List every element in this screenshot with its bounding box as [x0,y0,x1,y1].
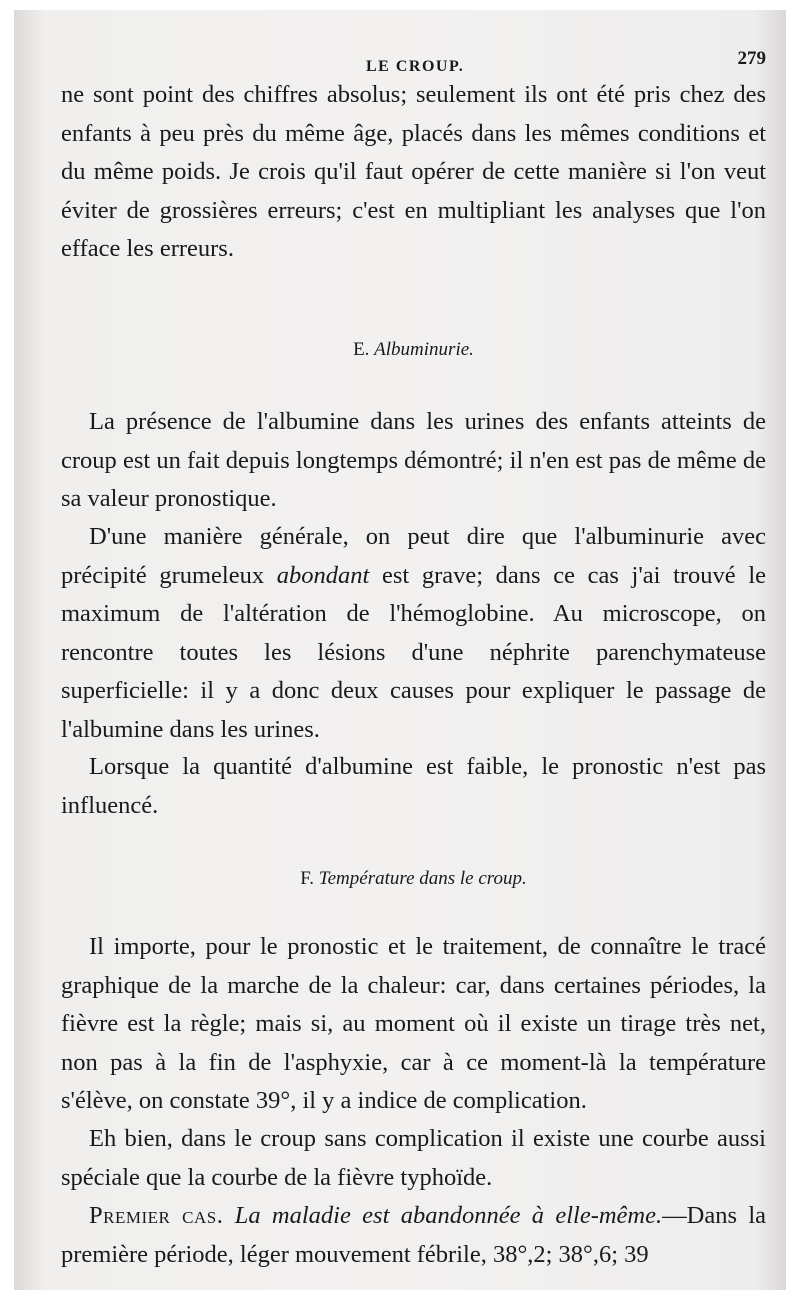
book-page [14,10,786,1290]
text-run: D'une manière générale, on peut dire que l'albuminurie avec précipité grumeleux [61,523,766,589]
section-heading-albuminurie [61,339,766,361]
text-run: —Dans la première période, léger mouvement fébrile, 38°,2; 38°,6; 39 [61,1202,766,1268]
paragraph-courbe-speciale: Eh bien, dans le croup sans complication il existe une courbe aussi spéciale que la courbe de la fièvre typhoïde. [61,1125,766,1191]
case-label: Premier cas. [89,1202,224,1229]
paragraph-trace-chaleur: Il importe, pour le pronostic et le traitement, de connaître le tracé graphique de la marche de la chaleur: car, dans certaines périodes, la fièvre est la règle; mais si, au moment où il existe un tirage très net, non pas à la fin de l'asphyxie, car à ce moment-là la température s'élève, on constate 39°, il y a indice de complication. [61,933,766,1114]
section-letter: F. [300,868,315,889]
section-letter: E. [353,339,370,360]
paragraph-albumine-faible: Lorsque la quantité d'albumine est faible, le pronostic n'est pas influencé. [61,753,766,819]
running-title: LE CROUP. [366,58,465,75]
emphasis-maladie-abandonnee: La maladie est abandonnée à elle-même. [234,1202,663,1229]
text-run: est grave; dans ce cas j'ai trouvé le maximum de l'altération de l'hémoglobine. Au microscope, on rencontre toutes les lésions d'une néphrite parenchymateuse superficielle: il y a donc deux causes pour expliquer le passage de l'albumine dans les urines. [61,561,766,743]
paragraph-analyses: ne sont point des chiffres absolus; seulement ils ont été pris chez des enfants à peu près du même âge, placés dans les mêmes conditions et du même poids. Je crois qu'il faut opérer de cette manière si l'on veut éviter de grossières erreurs; c'est en multipliant les analyses que l'on efface les erreurs. [61,81,766,262]
section-heading-temperature [61,868,766,890]
paragraph-albumine-presence: La présence de l'albumine dans les urines des enfants atteints de croup est un fait depuis longtemps démontré; il n'en est pas de même de sa valeur pronostique. [61,408,766,512]
section-title: Albuminurie. [374,339,474,360]
running-header [61,46,766,76]
emphasis-abondant: abondant [276,561,370,589]
paragraph-premier-cas [61,1197,766,1274]
section-title: Température dans le croup. [318,868,527,889]
page-number: 279 [737,48,766,69]
paragraph-albuminurie-grave [61,518,766,749]
